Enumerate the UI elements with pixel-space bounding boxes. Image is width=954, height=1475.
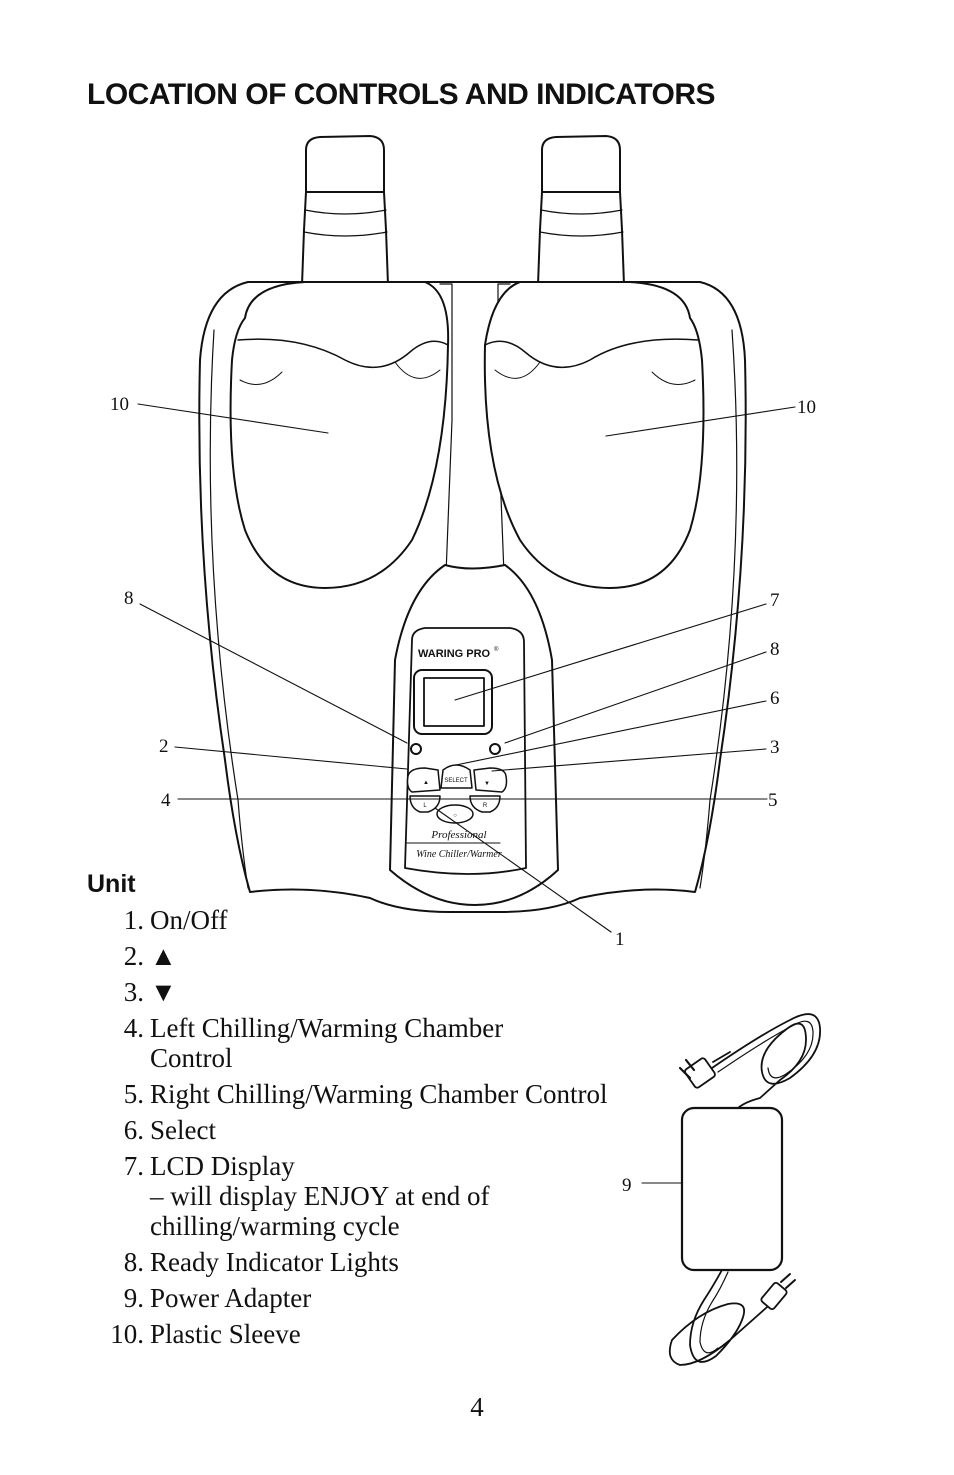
list-item: 9. Power Adapter [123,1283,312,1313]
lcd-display-text: LCD Display [150,1151,295,1181]
down-button[interactable] [474,768,507,792]
list-item: 10. Plastic Sleeve [110,1319,301,1349]
ready-light-right [490,744,500,754]
ready-light-left [411,744,421,754]
list-item: 6. Select [123,1115,216,1145]
unit-heading: Unit [87,870,136,898]
list-item: 3. ▼ [123,977,177,1007]
callout-6: 6 [770,688,780,709]
brand-logo: WARING PRO [418,648,491,660]
brand-registered-mark: ® [494,647,499,653]
page-title: LOCATION OF CONTROLS AND INDICATORS [87,78,716,111]
power-button[interactable] [437,805,473,823]
list-item: 2. ▲ [123,941,177,971]
callout-8-right: 8 [770,639,780,660]
svg-text:▼: ▼ [484,781,490,787]
list-item: 5. Right Chilling/Warming Chamber Control [123,1079,608,1109]
list-item: 7. LCD Display – will display ENJOY at end of chilling/warming cycle [88,1151,628,1241]
callout-9: 9 [622,1175,632,1196]
lcd-display-note: – will display ENJOY at end of chilling/warming cycle [150,1181,490,1241]
list-item: 4. Left Chilling/Warming Chamber Control [123,1013,504,1073]
callout-4: 4 [161,790,171,811]
bottle-right [538,136,624,285]
callout-5: 5 [768,790,778,811]
list-item: 1. On/Off [123,905,228,935]
callout-8-left: 8 [124,588,134,609]
list-item: 8. Ready Indicator Lights [123,1247,399,1277]
page-number: 4 [470,1392,484,1422]
product-label-line1: Professional [431,829,487,841]
callout-10-left: 10 [110,394,129,415]
power-adapter [670,1014,820,1365]
callout-3: 3 [770,737,780,758]
svg-text:SELECT: SELECT [444,778,468,784]
up-button[interactable] [408,768,441,792]
product-label-line2: Wine Chiller/Warmer [416,849,502,860]
select-button[interactable] [441,765,472,788]
svg-text:R: R [482,803,488,809]
bottle-left [302,136,388,285]
callout-10-right: 10 [797,397,816,418]
svg-text:○: ○ [453,813,457,819]
callout-7: 7 [770,590,780,611]
parts-list [88,905,628,1355]
svg-text:▲: ▲ [423,780,429,786]
callout-2: 2 [159,736,169,757]
svg-text:L: L [423,803,427,809]
callout-1: 1 [615,929,625,950]
